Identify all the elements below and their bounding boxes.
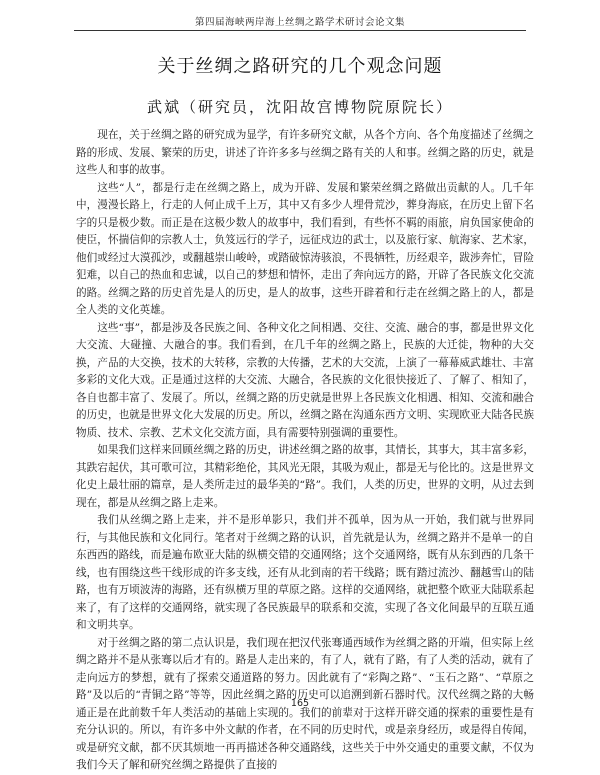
article-title: 关于丝绸之路研究的几个观念问题 — [157, 56, 443, 77]
paragraph-5: 我们从丝绸之路上走来，并不是形单影只，我们并不孤单，因为从一开始，我们就与世界同行，与其他民族和文化同行。笔者对于丝绸之路的认识，首先就是认为，丝绸之路并不是单一的自东西西的路线，而是遍布欧亚大陆的纵横交错的交通网络；这个交通网络，既有从东到西的几条干线，也有围绕这些干线形成的许多支线，还有从北到南的若干线路；既有踏过流沙、翻越雪山的陆路，也有万顷波涛的海路，还有纵横万里的草原之路。这样的交通网络，就把整个欧亚大陆联系起来了，有了这样的交通网络，就实现了各民族最早的联系和交流，实现了各文化间最早的互联互通和文明共享。 — [76, 514, 534, 631]
paragraph-6: 对于丝绸之路的第二点认识是，我们现在把汉代张骞通西域作为丝绸之路的开端，但实际上丝绸之路并不是从张骞以后才有的。路是人走出来的，有了人，就有了路，有了人类的活动，就有了走向远方的梦想，就有了探索交通道路的努力。因此就有了“彩陶之路”、“玉石之路”、“草原之路”及以后的“青铜之路”等等，因此丝绸之路的历史可以追溯到新石器时代。汉代丝绸之路的大畅通正是在此前数千年人类活动的基础上实现的。我们的前辈对于这样开辟交通的探索的重要性是有充分认识的。所以，有许多中外文献的作者，在不同的历史时代，或是亲身经历，或是得自传闻，或是研究文献，都不厌其烦地一再再描述各种交通路线，这些关于中外交通史的重要文献，不仅为我们今天了解和研究丝绸之路提供了直接的 — [76, 636, 534, 771]
article-body — [76, 127, 534, 775]
paragraph-2: 这些“人”，都是行走在丝绸之路上，成为开辟、发展和繁荣丝绸之路做出贡献的人。几千年中，漫漫长路上，行走的人何止成千上万，其中又有多少人埋骨荒沙，葬身海底，在历史上留下名字的只是极少数。而正是在这极少数人的故事中，我们看到，有些怀不羁的雨旅，肩负国家使命的使臣，怀揣信仰的宗教人士，负笈远行的学子，远征戍边的武士，以及旅行家、航海家、艺术家，他们或经过大漠孤沙，或翻越崇山峻岭，或踏破惊涛骇浪，不畏牺牲，历经艰辛，跋涉奔忙，冒险犯难，以自己的热血和忠诚，以自己的梦想和情怀，走出了奔向远方的路，开辟了各民族文化交流的路。丝绸之路的历史首先是人的历史，是人的故事，这些开辟着和行走在丝绸之路上的人，都是全人类的文化英雄。 — [76, 181, 534, 316]
header-divider — [74, 30, 526, 31]
running-header: 第四届海峡两岸海上丝绸之路学术研讨会论文集 — [194, 17, 405, 28]
paragraph-4: 如果我们这样来回顾丝绸之路的历史，讲述丝绸之路的故事，其情长，其事大，其丰富多彩，其跌宕起伏，其可歌可泣，其精彩绝伦，其风光无限，其吸为观止，都是无与伦比的。这是世界文化史上最壮丽的篇章，是人类所走过的最华美的“路”。我们，人类的历史，世界的文明，从过去到现在，都是从丝绸之路上走来。 — [76, 444, 534, 509]
paragraph-1: 现在，关于丝绸之路的研究成为显学，有许多研究文献，从各个方向、各个角度描述了丝绸之路的形成、发展、繁荣的历史，讲述了许许多多与丝绸之路有关的人和事。丝绸之路的历史，就是这些人和事的故事。 — [76, 129, 534, 176]
article-author: 武斌（研究员，沈阳故宫博物院原院长） — [146, 98, 453, 116]
page-number: 165 — [290, 698, 310, 709]
paragraph-3: 这些“事”，都是涉及各民族之间、各种文化之间相遇、交往、交流、融合的事，都是世界文化大交流、大碰撞、大融合的事。我们看到，在几千年的丝绸之路上，民族的大迁徙，物种的大交换，产品的大交换，技术的大转移，宗教的大传播，艺术的大交流，上演了一幕幕威武雄壮、丰富多彩的文化大戏。正是通过这样的大交流、大融合，各民族的文化很快接近了、了解了、相知了，各自也都丰富了、发展了。所以，丝绸之路的历史就是世界上各民族文化相遇、相知、交流和融合的历史，也就是世界文化大发展的历史。所以，丝绸之路在沟通东西方文明、实现欧亚大陆各民族物质、技术、宗教、艺术文化交流方面，具有需要特别强调的重要性。 — [76, 321, 534, 439]
